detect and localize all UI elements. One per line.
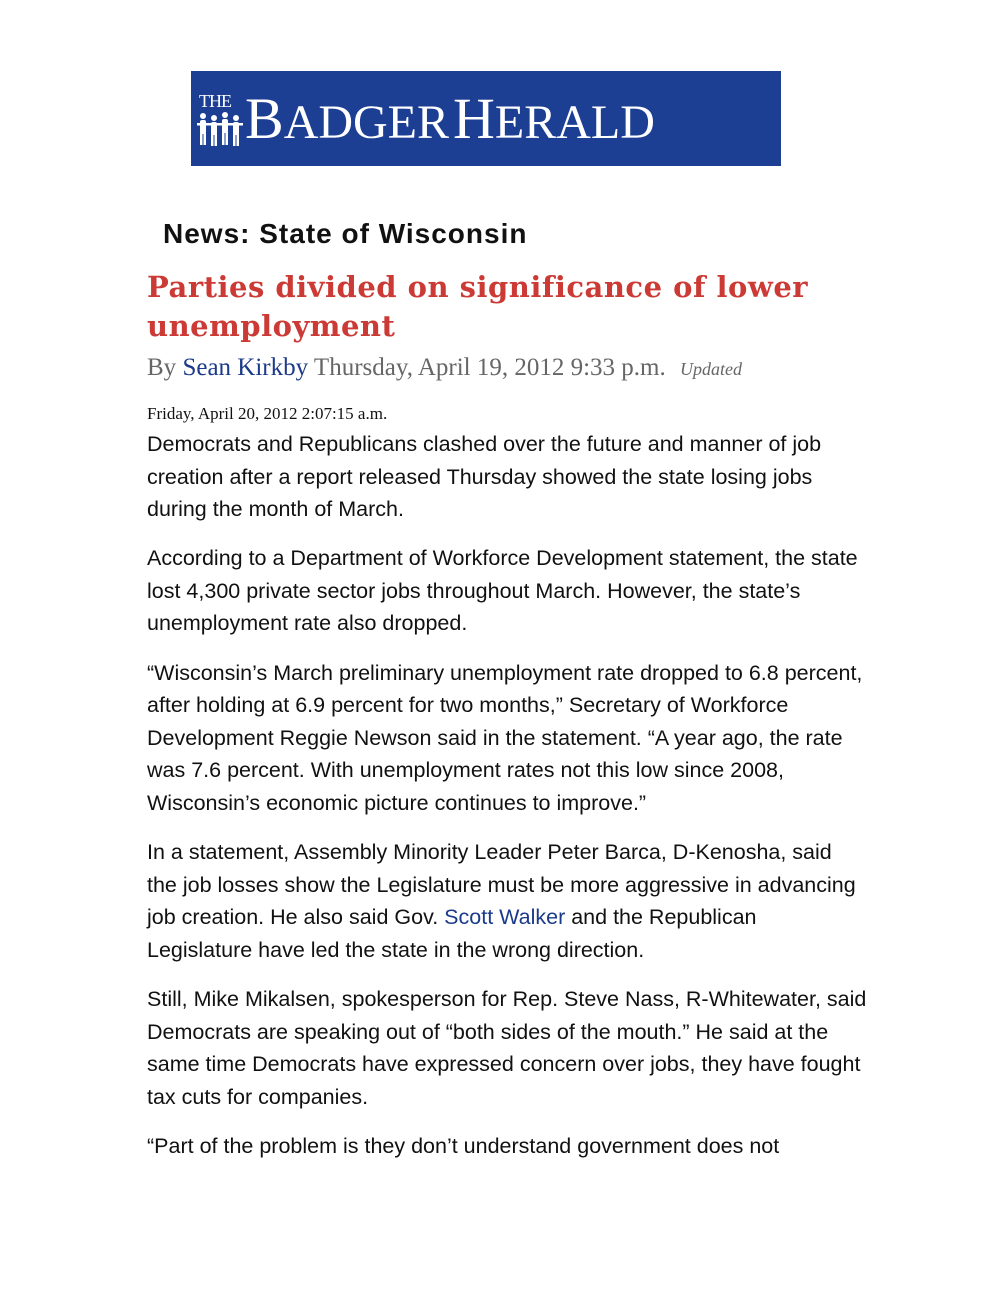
article-paragraph: Still, Mike Mikalsen, spokesperson for Rep. Steve Nass, R-Whitewater, said Democrats are speaking out of “both sides of the mouth.” He said at the same time Democrats have expressed concern over jobs, they have fought tax cuts for companies. <box>147 986 867 1109</box>
paragraph-text: In a statement, Assembly Minority Leader Peter Barca, D-Kenosha, said the job losses show the Legislature must be more aggressive in advancing job creation. He also said Gov. <box>147 840 856 930</box>
logo-word-badger <box>245 85 450 151</box>
article-paragraph <box>147 836 867 966</box>
publish-date: Thursday, April 19, 2012 9:33 p.m. <box>313 354 666 381</box>
article-body <box>147 428 867 1179</box>
logo-initial-h: H <box>453 85 495 151</box>
article-paragraph: According to a Department of Workforce Development statement, the state lost 4,300 private sector jobs throughout March. However, the state’s unemployment rate also dropped. <box>147 546 858 636</box>
updated-date: Friday, April 20, 2012 2:07:15 a.m. <box>147 404 388 423</box>
logo-the: THE <box>199 90 231 111</box>
byline <box>147 354 742 382</box>
logo-rest-badger: ADGER <box>283 95 450 149</box>
section-title: News: State of Wisconsin <box>163 218 528 249</box>
article-paragraph: “Wisconsin’s March preliminary unemployment rate dropped to 6.8 percent, after holding at 6.9 percent for two months,” Secretary of Workforce Development Reggie Newson said in the statement. “A year ago, the rate was 7.6 percent. With unemployment rates not this low since 2008, Wisconsin’s economic picture continues to improve.” <box>147 660 863 815</box>
logo-rest-herald: ERALD <box>494 95 655 149</box>
byline-prefix: By <box>147 354 177 381</box>
article-paragraph: Democrats and Republicans clashed over the future and manner of job creation after a report released Thursday showed the state losing jobs during the month of March. <box>147 432 822 522</box>
scott-walker-link[interactable]: Scott Walker <box>444 905 566 930</box>
article-headline: Parties divided on significance of lower unemployment <box>147 270 809 343</box>
author-link[interactable]: Sean Kirkby <box>182 354 309 381</box>
logo-initial-b: B <box>245 85 284 151</box>
logo-word-herald <box>453 85 655 151</box>
badger-people-icon <box>197 84 243 154</box>
updated-label: Updated <box>680 359 743 379</box>
article-paragraph: “Part of the problem is they don’t understand government does not <box>147 1133 780 1158</box>
masthead-logo[interactable] <box>191 71 781 166</box>
paragraph-text: and the Republican Legislature have led the state in the wrong direction. <box>147 905 757 962</box>
